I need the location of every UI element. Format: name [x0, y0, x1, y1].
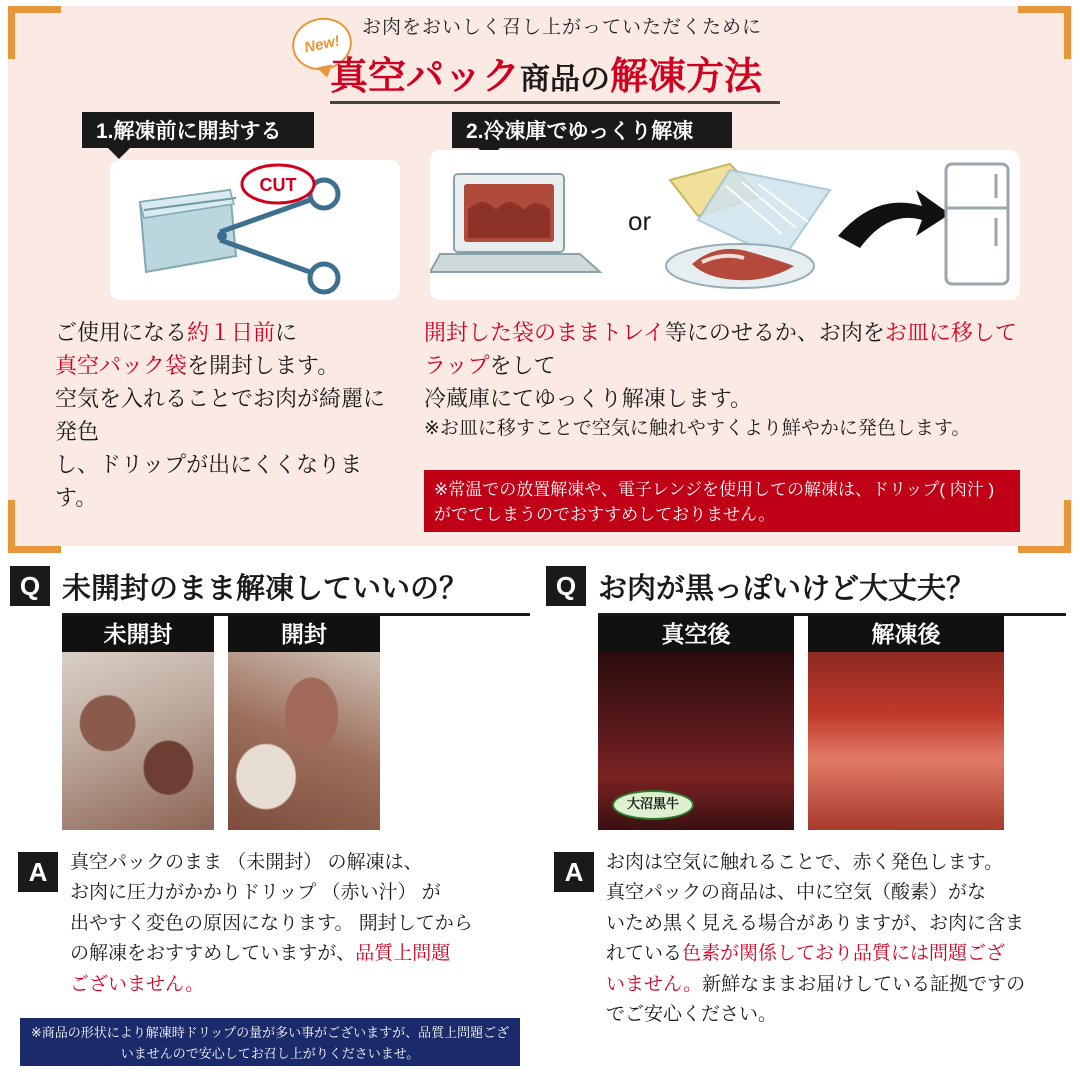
new-badge: New!	[287, 12, 357, 75]
step2-line2: 冷蔵庫にてゆっくり解凍します。	[424, 386, 753, 411]
answer-line-4: れている	[606, 943, 683, 965]
answer-text	[606, 848, 1070, 1030]
photo-vacuum	[598, 616, 794, 830]
photo-opened-meat	[228, 652, 380, 830]
svg-text:CUT: CUT	[259, 175, 297, 195]
photo-caption: 解凍後	[808, 616, 1004, 652]
photo-opened	[228, 616, 380, 830]
answer-text	[70, 848, 534, 1000]
photo-thawed	[808, 616, 1004, 830]
frame-corner-bottom-right	[1018, 500, 1071, 553]
step1-line1-a: ご使用になる	[55, 320, 188, 345]
step-1-illustration	[110, 160, 400, 300]
photo-unopened	[62, 616, 214, 830]
page-title	[330, 45, 780, 104]
answer-line-6: でご安心ください。	[606, 1003, 778, 1025]
step1-line2-b: を開封します。	[187, 353, 340, 378]
answer-line-5-red: ございません。	[70, 973, 205, 995]
step2-line1-a: 等にのせるか、お肉を	[664, 320, 885, 345]
brand-seal: 大沼黒牛	[612, 790, 694, 820]
answer-mark-badge: A	[554, 852, 594, 892]
scissors-cutting-icon	[110, 160, 400, 300]
step2-line3-note: ※お皿に移すことで空気に触れやすくより鮮やかに発色します。	[424, 418, 971, 439]
photo-thawed-red-meat	[808, 652, 1004, 830]
drip-note-box: ※商品の形状により解凍時ドリップの量が多い事がございますが、品質上問題ございませんので安心してお召し上がりくださいませ。	[20, 1018, 520, 1066]
photo-row	[62, 616, 380, 830]
photo-unopened-meat	[62, 652, 214, 830]
step-1-description	[55, 316, 385, 514]
photo-vacuum-dark-meat	[598, 652, 794, 830]
question-mark-badge: Q	[10, 566, 50, 606]
question-text: お肉が黒っぽいけど大丈夫？	[598, 566, 1066, 616]
title-part-product-of: 商品の	[520, 63, 611, 96]
or-label: or	[628, 206, 652, 236]
frame-corner-top-right	[1018, 6, 1071, 59]
step2-line1-red1: 開封した袋のままトレイ	[424, 320, 665, 345]
photo-row	[598, 616, 1004, 830]
title-part-vacuum-pack: 真空パック	[330, 56, 521, 98]
step1-line4: し、ドリップが出にくくなります。	[55, 452, 363, 510]
title-part-thawing-method: 解凍方法	[610, 56, 763, 98]
frame-corner-top-left	[8, 6, 61, 59]
answer-line-1: お肉は空気に触れることで、赤く発色します。	[606, 852, 1004, 873]
step2-line1-red2: お皿に移してラップ	[424, 320, 1017, 378]
answer-line-2: お肉に圧力がかかりドリップ （赤い汁） が	[70, 882, 441, 904]
answer-mark-badge: A	[18, 852, 58, 892]
step1-line2-red: 真空パック袋	[55, 353, 188, 378]
step1-line1-b: に	[275, 320, 298, 345]
photo-caption: 開封	[228, 616, 380, 652]
step-1-label: 1.解凍前に開封する	[82, 112, 314, 148]
photo-caption: 真空後	[598, 616, 794, 652]
tray-plate-fridge-icon	[430, 150, 1020, 300]
frame-corner-bottom-left	[8, 500, 61, 553]
step1-line3: 空気を入れることでお肉が綺麗に発色	[55, 386, 386, 444]
answer-line-4: の解凍をおすすめしていますが、	[70, 943, 356, 965]
question-mark-badge: Q	[546, 566, 586, 606]
header-subtitle: お肉をおいしく召し上がっていただくために	[362, 17, 763, 38]
question-text: 未開封のまま解凍していいの？	[62, 566, 530, 616]
step-2-illustration	[430, 150, 1020, 300]
answer-line-3: 出やすく変色の原因になります。 開封してから	[70, 912, 473, 934]
answer-line-4-red: 品質上問題	[355, 943, 451, 965]
answer-line-4-red: 色素が関係しており品質には問題ござ	[682, 943, 1006, 965]
answer-line-5-red: いません。	[606, 973, 703, 995]
step1-line1-red: 約１日前	[187, 320, 276, 345]
step2-line1-b: をして	[489, 353, 556, 378]
photo-caption: 未開封	[62, 616, 214, 652]
step-2-label: 2.冷凍庫でゆっくり解凍	[452, 112, 732, 148]
answer-line-3: いため黒く見える場合がありますが、お肉に含ま	[606, 912, 1025, 934]
answer-line-2: 真空パックの商品は、中に空気（酸素）がな	[606, 882, 987, 904]
answer-line-1: 真空パックのまま （未開封） の解凍は、	[70, 852, 423, 873]
microwave-warning-box: ※常温での放置解凍や、電子レンジを使用しての解凍は、ドリップ( 肉汁 ) がでてしまうのでおすすめしておりません。	[424, 470, 1020, 532]
answer-line-5: 新鮮なままお届けしている証拠ですの	[702, 973, 1026, 995]
step-2-description	[424, 316, 1024, 444]
